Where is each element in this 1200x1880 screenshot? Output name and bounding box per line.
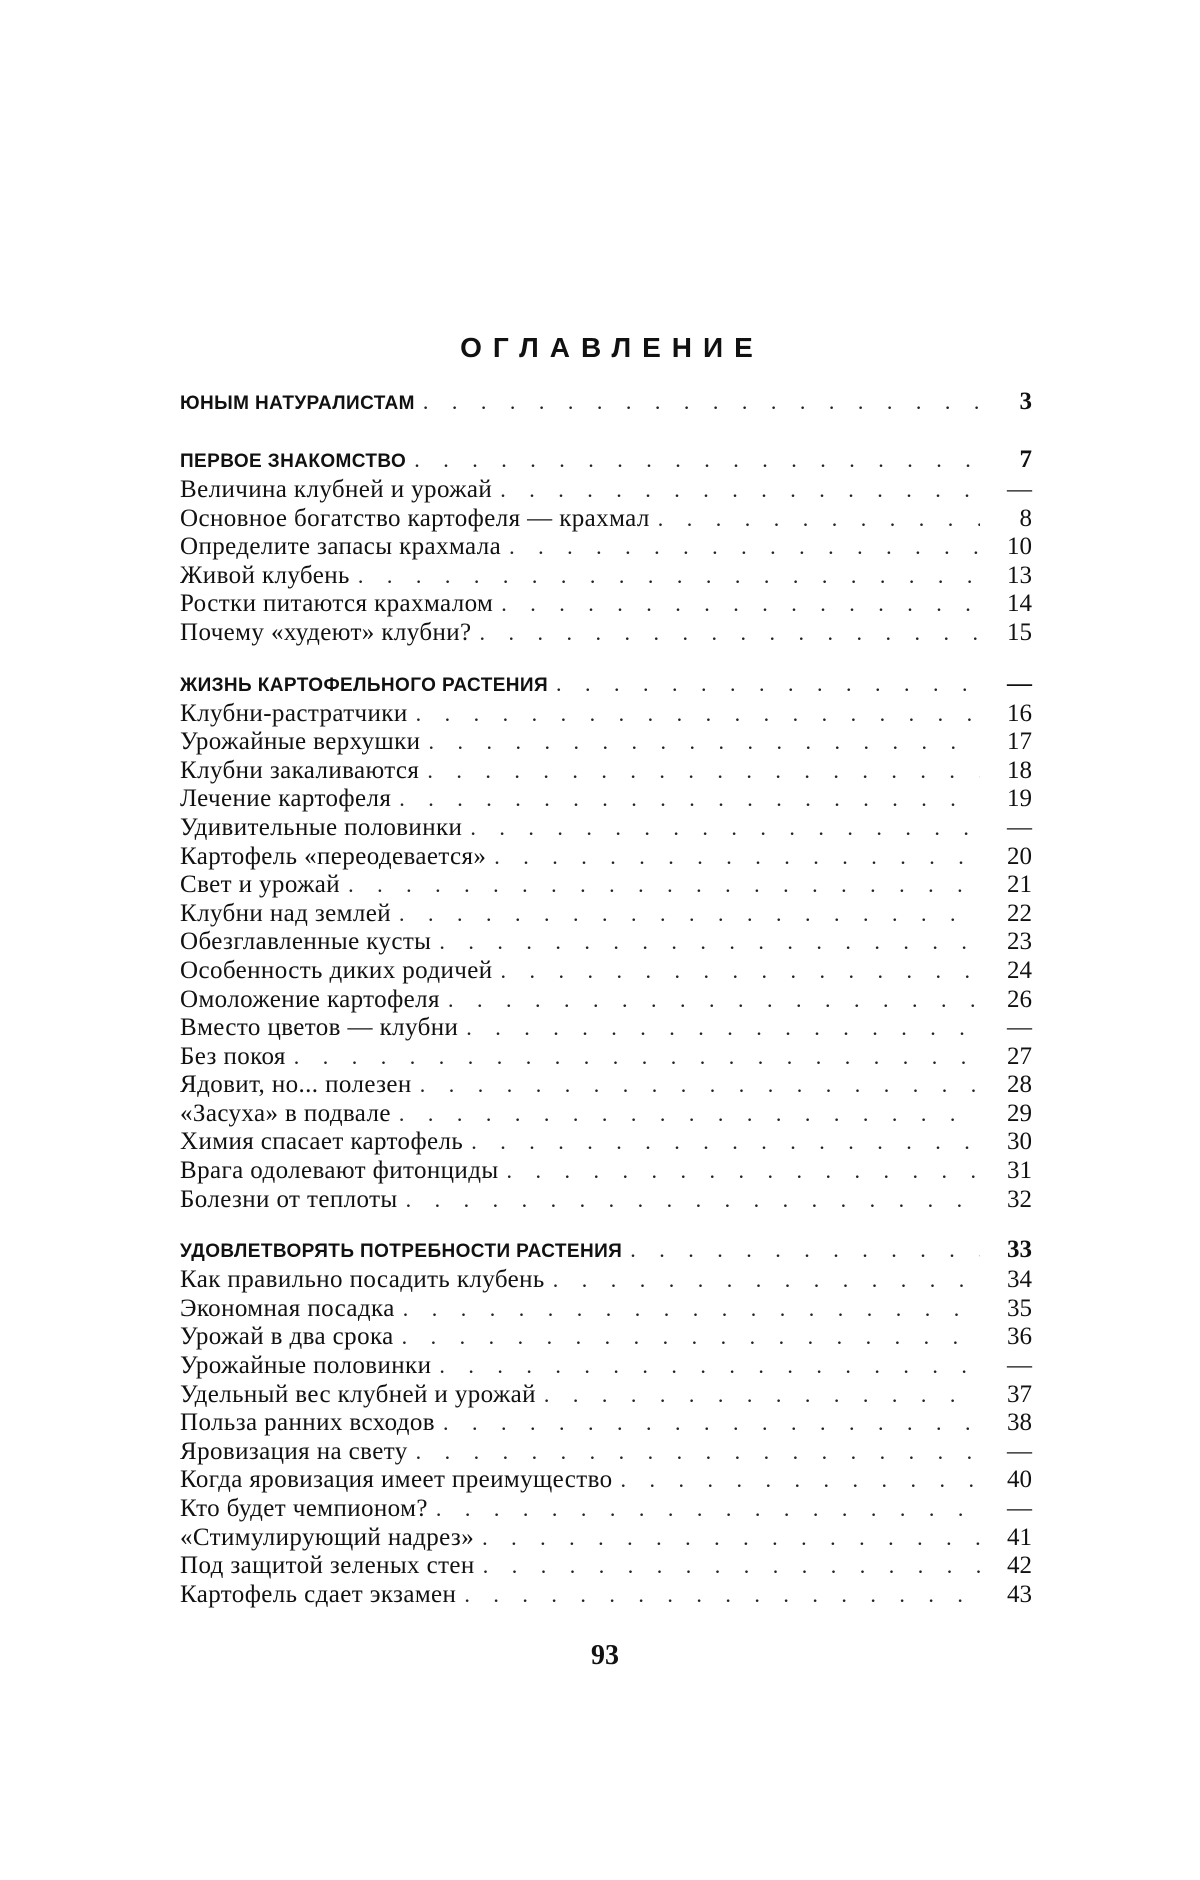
dot-leader xyxy=(509,533,980,562)
toc-entry xyxy=(180,700,1032,729)
toc-entry-page: 36 xyxy=(990,1323,1032,1352)
toc-entry xyxy=(180,986,1032,1015)
dot-leader xyxy=(471,1128,980,1157)
toc-entry-page: 38 xyxy=(990,1409,1032,1438)
toc-entry-page: — xyxy=(990,1352,1032,1381)
toc-entry-label: Вместо цветов — клубни xyxy=(180,1014,458,1043)
toc-entry xyxy=(180,785,1032,814)
toc-entry-label: Обезглавленные кусты xyxy=(180,928,431,957)
toc-entry xyxy=(180,1295,1032,1324)
toc-entry-label: Лечение картофеля xyxy=(180,785,391,814)
toc-entry xyxy=(180,814,1032,843)
dot-leader xyxy=(658,505,980,534)
toc-entry-page: — xyxy=(990,668,1032,700)
dot-leader xyxy=(470,814,980,843)
toc-entry-page: 15 xyxy=(990,619,1032,648)
toc-preface-entry xyxy=(180,386,1032,418)
toc-entry xyxy=(180,590,1032,619)
toc-entry-page: 33 xyxy=(990,1234,1032,1266)
toc-entry-page: 22 xyxy=(990,900,1032,929)
dot-leader xyxy=(443,1409,980,1438)
dot-leader xyxy=(480,619,980,648)
toc-section-heading xyxy=(180,1234,1032,1266)
toc-entry-label: Болезни от теплоты xyxy=(180,1186,398,1215)
dot-leader xyxy=(403,1295,980,1324)
toc-entry-label: Урожайные верхушки xyxy=(180,728,420,757)
toc-entry-page: 37 xyxy=(990,1381,1032,1410)
toc-entry-label: Величина клубней и урожай xyxy=(180,476,492,505)
toc-entry xyxy=(180,1100,1032,1129)
toc-entry-page: 40 xyxy=(990,1466,1032,1495)
toc-entry-label: Свет и урожай xyxy=(180,871,340,900)
toc-entry-page: 13 xyxy=(990,562,1032,591)
dot-leader xyxy=(420,1071,980,1100)
dot-leader xyxy=(414,444,980,476)
toc-entry xyxy=(180,1157,1032,1186)
toc-entry xyxy=(180,1381,1032,1410)
toc-entry-label: Удельный вес клубней и урожай xyxy=(180,1381,536,1410)
toc-entry-label: Экономная посадка xyxy=(180,1295,395,1324)
toc-entry-label: Удивительные половинки xyxy=(180,814,462,843)
page-number: 93 xyxy=(580,1640,630,1672)
toc-entry-label: Живой клубень xyxy=(180,562,350,591)
dot-leader xyxy=(500,476,980,505)
dot-leader xyxy=(358,562,980,591)
dot-leader xyxy=(507,1157,980,1186)
dot-leader xyxy=(482,1524,980,1553)
toc-entry-label: Клубни закаливаются xyxy=(180,757,419,786)
toc-entry xyxy=(180,928,1032,957)
toc-entry xyxy=(180,1043,1032,1072)
toc-entry-page: 28 xyxy=(990,1071,1032,1100)
dot-leader xyxy=(436,1495,980,1524)
toc-entry xyxy=(180,1581,1032,1610)
dot-leader xyxy=(483,1552,980,1581)
toc-entry-label: Яровизация на свету xyxy=(180,1438,408,1467)
table-of-contents xyxy=(180,328,1032,1609)
toc-entry xyxy=(180,1071,1032,1100)
toc-entry xyxy=(180,1524,1032,1553)
toc-entry-page: 26 xyxy=(990,986,1032,1015)
toc-entry-label: Химия спасает картофель xyxy=(180,1128,463,1157)
toc-entry-label: Урожай в два срока xyxy=(180,1323,394,1352)
toc-entry-page: 43 xyxy=(990,1581,1032,1610)
dot-leader xyxy=(423,386,980,418)
toc-entry-label: Польза ранних всходов xyxy=(180,1409,435,1438)
toc-entry xyxy=(180,1186,1032,1215)
toc-entry-label: Особенность диких родичей xyxy=(180,957,493,986)
toc-entry xyxy=(180,1266,1032,1295)
toc-entry-label: Клубни над землей xyxy=(180,900,391,929)
dot-leader xyxy=(399,1100,980,1129)
dot-leader xyxy=(416,1438,980,1467)
toc-entry xyxy=(180,1014,1032,1043)
section-spacer xyxy=(180,648,1032,668)
toc-entry-label: Клубни-растратчики xyxy=(180,700,408,729)
dot-leader xyxy=(630,1234,980,1266)
toc-entry-label: Как правильно посадить клубень xyxy=(180,1266,545,1295)
toc-entry-page: — xyxy=(990,476,1032,505)
toc-entry-label: Ядовит, но... полезен xyxy=(180,1071,412,1100)
toc-entry xyxy=(180,1438,1032,1467)
toc-entry-page: 23 xyxy=(990,928,1032,957)
toc-entry-page: 34 xyxy=(990,1266,1032,1295)
toc-entry-label: Картофель «переодевается» xyxy=(180,843,486,872)
toc-entry-label: Без покоя xyxy=(180,1043,286,1072)
dot-leader xyxy=(406,1186,980,1215)
toc-entry-label: ПЕРВОЕ ЗНАКОМСТВО xyxy=(180,446,406,478)
dot-leader xyxy=(402,1323,980,1352)
toc-entry-page: 3 xyxy=(990,386,1032,418)
toc-entry-page: 42 xyxy=(990,1552,1032,1581)
toc-entry-page: 24 xyxy=(990,957,1032,986)
dot-leader xyxy=(448,986,980,1015)
toc-entry-label: УДОВЛЕТВОРЯТЬ ПОТРЕБНОСТИ РАСТЕНИЯ xyxy=(180,1236,622,1268)
toc-entry-label: Когда яровизация имеет преимущество xyxy=(180,1466,613,1495)
dot-leader xyxy=(399,785,980,814)
toc-entry-page: — xyxy=(990,1438,1032,1467)
toc-entry-label: Основное богатство картофеля — крахмал xyxy=(180,505,650,534)
dot-leader xyxy=(464,1581,980,1610)
toc-entry-page: 17 xyxy=(990,728,1032,757)
toc-entry-page: 14 xyxy=(990,590,1032,619)
toc-entry-label: «Стимулирующий надрез» xyxy=(180,1524,474,1553)
toc-entry xyxy=(180,843,1032,872)
toc-entry-page: — xyxy=(990,814,1032,843)
toc-entry-page: 16 xyxy=(990,700,1032,729)
toc-entry-page: 10 xyxy=(990,533,1032,562)
toc-entry-page: 20 xyxy=(990,843,1032,872)
dot-leader xyxy=(427,757,980,786)
toc-entry xyxy=(180,757,1032,786)
dot-leader xyxy=(553,1266,980,1295)
toc-entry xyxy=(180,1323,1032,1352)
dot-leader xyxy=(466,1014,980,1043)
toc-entry xyxy=(180,1552,1032,1581)
toc-entry-page: — xyxy=(990,1014,1032,1043)
toc-entry xyxy=(180,728,1032,757)
page-title: ОГЛАВЛЕНИЕ xyxy=(192,328,1032,368)
toc-entry-label: Ростки питаются крахмалом xyxy=(180,590,493,619)
toc-entry xyxy=(180,619,1032,648)
toc-entry xyxy=(180,1495,1032,1524)
dot-leader xyxy=(501,957,981,986)
dot-leader xyxy=(428,728,980,757)
dot-leader xyxy=(621,1466,980,1495)
toc-entry-page: 27 xyxy=(990,1043,1032,1072)
toc-entry-page: 30 xyxy=(990,1128,1032,1157)
toc-entry-page: — xyxy=(990,1495,1032,1524)
toc-entry-page: 21 xyxy=(990,871,1032,900)
dot-leader xyxy=(439,928,980,957)
toc-entry-page: 18 xyxy=(990,757,1032,786)
toc-entry xyxy=(180,533,1032,562)
toc-entry-page: 32 xyxy=(990,1186,1032,1215)
toc-entry-label: «Засуха» в подвале xyxy=(180,1100,391,1129)
toc-entry-page: 31 xyxy=(990,1157,1032,1186)
dot-leader xyxy=(501,590,980,619)
toc-entry xyxy=(180,1466,1032,1495)
toc-entry-label: Омоложение картофеля xyxy=(180,986,440,1015)
section-spacer xyxy=(180,1214,1032,1234)
toc-entry-page: 7 xyxy=(990,444,1032,476)
dot-leader xyxy=(494,843,980,872)
toc-entry-page: 41 xyxy=(990,1524,1032,1553)
toc-entry xyxy=(180,562,1032,591)
toc-entry-label: ЮНЫМ НАТУРАЛИСТАМ xyxy=(180,388,415,420)
toc-entry-page: 19 xyxy=(990,785,1032,814)
toc-entry-label: Определите запасы крахмала xyxy=(180,533,501,562)
toc-entry xyxy=(180,957,1032,986)
dot-leader xyxy=(544,1381,980,1410)
toc-entry xyxy=(180,900,1032,929)
toc-entry-label: Почему «худеют» клубни? xyxy=(180,619,472,648)
toc-entry-label: ЖИЗНЬ КАРТОФЕЛЬНОГО РАСТЕНИЯ xyxy=(180,670,548,702)
toc-entry xyxy=(180,871,1032,900)
toc-entry-page: 35 xyxy=(990,1295,1032,1324)
toc-entry-label: Под защитой зеленых стен xyxy=(180,1552,475,1581)
toc-entry-label: Кто будет чемпионом? xyxy=(180,1495,428,1524)
toc-entry xyxy=(180,1409,1032,1438)
dot-leader xyxy=(439,1352,980,1381)
toc-entry-label: Картофель сдает экзамен xyxy=(180,1581,456,1610)
toc-entry xyxy=(180,505,1032,534)
toc-entry xyxy=(180,1352,1032,1381)
toc-entry xyxy=(180,476,1032,505)
toc-section-heading xyxy=(180,668,1032,700)
dot-leader xyxy=(348,871,980,900)
toc-entry-label: Врага одолевают фитонциды xyxy=(180,1157,499,1186)
section-spacer xyxy=(180,418,1032,444)
dot-leader xyxy=(416,700,980,729)
toc-entry-label: Урожайные половинки xyxy=(180,1352,431,1381)
dot-leader xyxy=(294,1043,980,1072)
toc-section-heading xyxy=(180,444,1032,476)
dot-leader xyxy=(399,900,980,929)
toc-entry-page: 8 xyxy=(990,505,1032,534)
toc-entry-page: 29 xyxy=(990,1100,1032,1129)
toc-entry xyxy=(180,1128,1032,1157)
dot-leader xyxy=(556,668,980,700)
